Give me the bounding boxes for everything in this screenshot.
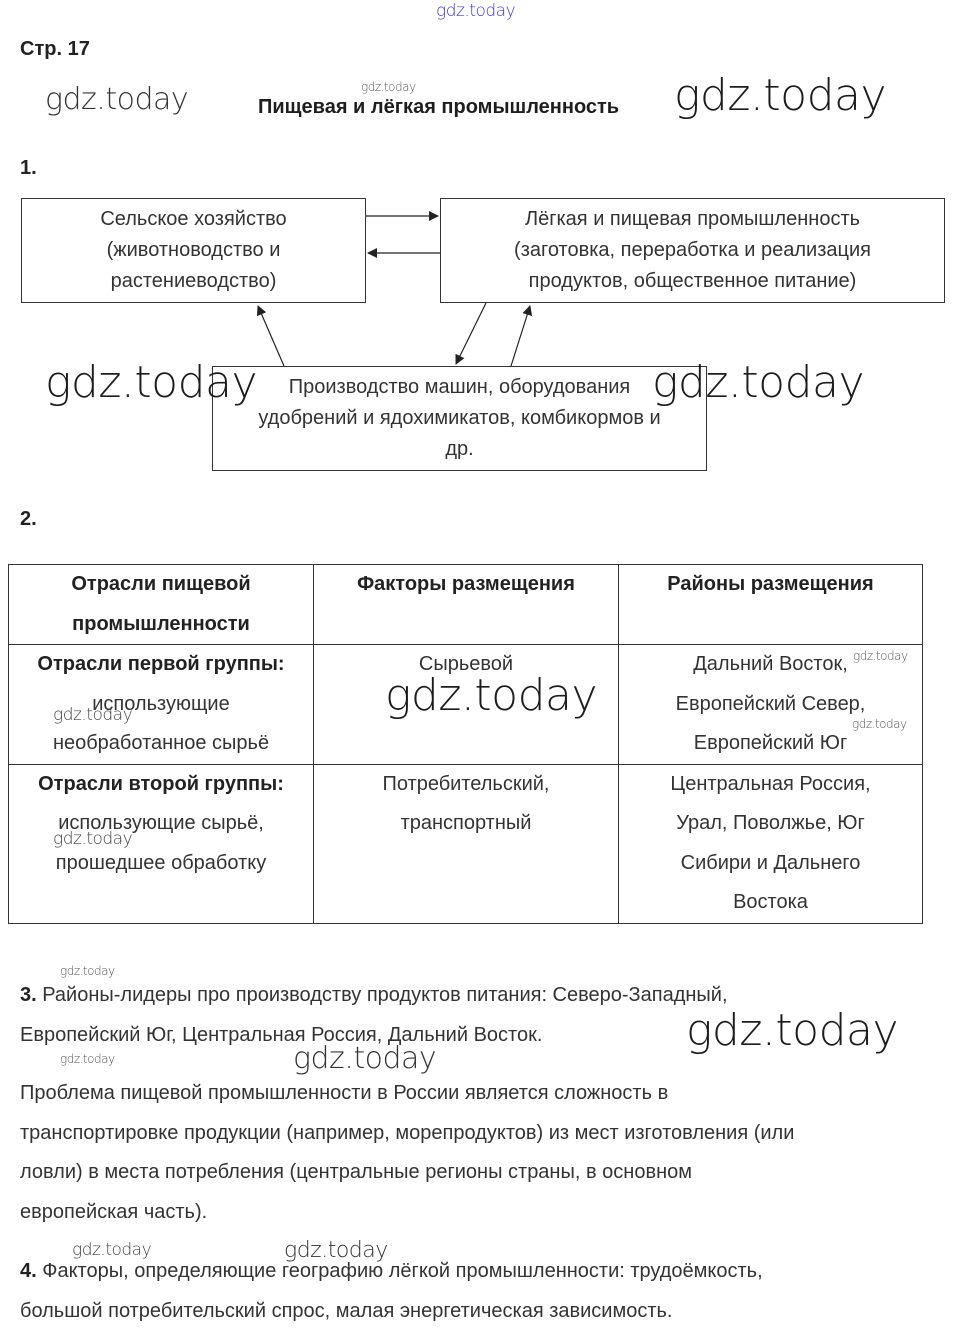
- box-line: Сельское хозяйство: [100, 208, 287, 230]
- watermark: gdz.today: [853, 649, 908, 663]
- watermark: gdz.today: [60, 1052, 115, 1066]
- industries-table: [8, 564, 923, 924]
- box-line: Производство машин, оборудования: [288, 376, 631, 398]
- group-title: Отрасли второй группы:: [38, 772, 284, 795]
- watermark: gdz.today: [361, 80, 416, 94]
- watermark: gdz.today: [45, 82, 189, 117]
- watermark: gdz.today: [284, 1238, 388, 1263]
- diagram-arrows: [0, 0, 956, 500]
- header-factors: Факторы размещения: [314, 565, 619, 645]
- page-title: Пищевая и лёгкая промышленность: [258, 96, 620, 118]
- arrow-machinery-to-industry: [511, 306, 530, 366]
- arrow-industry-to-machinery: [456, 303, 486, 364]
- watermark: gdz.today: [60, 964, 115, 978]
- box-line: растениеводство): [110, 270, 277, 292]
- question-3-number: 3.: [20, 984, 37, 1006]
- watermark: gdz.today: [45, 357, 258, 408]
- cell-group: Отрасли первой группы: использующие необработанное сырьё: [9, 645, 314, 765]
- box-line: (животноводство и: [106, 239, 281, 261]
- page-label: Стр. 17: [20, 38, 90, 60]
- group-title: Отрасли первой группы:: [37, 653, 285, 675]
- cell-regions: Дальний Восток, Европейский Север, Европейский Юг: [619, 645, 923, 765]
- box-line: др.: [445, 438, 474, 460]
- watermark-top: gdz.today: [436, 1, 516, 21]
- table-header-row: [9, 565, 923, 645]
- cell-group: Отрасли второй группы: использующие сырьё, прошедшее обработку: [9, 764, 314, 923]
- arrow-machinery-to-agriculture: [258, 306, 284, 366]
- header-regions: Районы размещения: [619, 565, 923, 645]
- header-industries: Отрасли пищевой промышленности: [9, 565, 314, 645]
- box-line: продуктов, общественное питание): [528, 270, 857, 292]
- table-row: [9, 764, 923, 923]
- watermark: gdz.today: [293, 1041, 437, 1076]
- question-1-number: 1.: [20, 157, 37, 179]
- watermark: gdz.today: [674, 70, 887, 121]
- watermark: gdz.today: [72, 1240, 152, 1260]
- watermark: gdz.today: [852, 717, 907, 731]
- question-2-number: 2.: [20, 508, 37, 530]
- question-3-answer: 3. Районы-лидеры про производству продуктов питания: Северо-Западный, Европейский Юг, Центральная Россия, Дальний Восток.: [20, 984, 728, 1046]
- watermark: gdz.today: [652, 357, 865, 408]
- watermark: gdz.today: [385, 670, 598, 721]
- watermark: gdz.today: [53, 705, 133, 725]
- cell-factors: Потребительский, транспортный: [314, 764, 619, 923]
- cell-factors: Сырьевой: [314, 645, 619, 765]
- watermark: gdz.today: [686, 1005, 899, 1056]
- cell-regions: Центральная Россия, Урал, Поволжье, Юг Сибири и Дальнего Востока: [619, 764, 923, 923]
- box-line: удобрений и ядохимикатов, комбикормов и: [258, 407, 661, 429]
- question-4-answer: 4. Факторы, определяющие географию лёгкой промышленности: трудоёмкость, большой потребительский спрос, малая энергетическая зависимость.: [20, 1260, 763, 1322]
- box-line: (заготовка, переработка и реализация: [514, 239, 871, 261]
- box-line: Лёгкая и пищевая промышленность: [524, 208, 861, 230]
- question-4-number: 4.: [20, 1260, 37, 1282]
- question-3-problem: Проблема пищевой промышленности в России является сложность в транспортировке продукции (например, морепродуктов) из мест изготовления (или ловли) в места потребления (центральные регионы страны, в основном европейская часть).: [20, 1082, 795, 1223]
- watermark: gdz.today: [53, 829, 133, 849]
